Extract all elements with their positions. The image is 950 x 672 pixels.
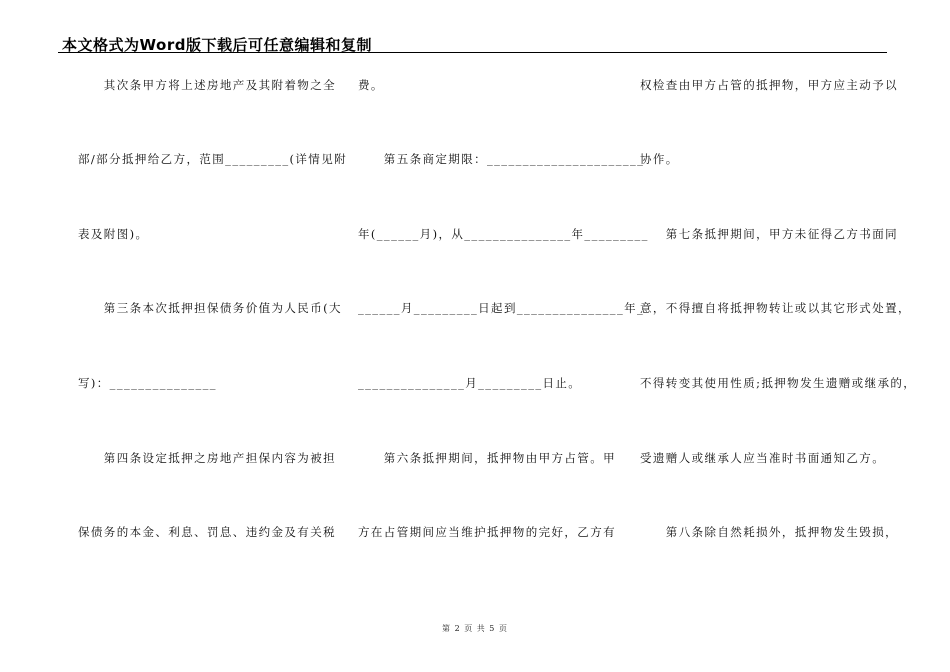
paragraph-line: 第六条抵押期间，抵押物由甲方占管。甲 bbox=[358, 451, 616, 465]
paragraph-line: 权检查由甲方占管的抵押物，甲方应主动予以 bbox=[640, 78, 898, 92]
paragraph-line: 表及附图)。 bbox=[78, 227, 149, 241]
paragraph-line: 部/部分抵押给乙方，范围_________(详情见附 bbox=[78, 152, 348, 166]
paragraph-line: 其次条甲方将上述房地产及其附着物之全 bbox=[78, 78, 336, 92]
paragraph-line: 第八条除自然耗损外，抵押物发生毁损， bbox=[640, 525, 898, 539]
paragraph-line: 费。 bbox=[358, 78, 384, 92]
document-header-title: 本文格式为Word版下载后可任意编辑和复制 bbox=[62, 36, 372, 54]
paragraph-line: 年(______月)，从_______________年_________ bbox=[358, 227, 649, 241]
paragraph-line: ______月_________日起到_______________年_ bbox=[358, 301, 645, 315]
paragraph-line: 第七条抵押期间，甲方未征得乙方书面同 bbox=[640, 227, 898, 241]
paragraph-line: 第五条商定期限：______________________ bbox=[358, 152, 645, 166]
paragraph-line: 方在占管期间应当维护抵押物的完好，乙方有 bbox=[358, 525, 616, 539]
paragraph-line: 不得转变其使用性质;抵押物发生遗赠或继承的， bbox=[640, 376, 917, 390]
paragraph-line: _______________月_________日止。 bbox=[358, 376, 582, 390]
paragraph-line: 第四条设定抵押之房地产担保内容为被担 bbox=[78, 451, 336, 465]
paragraph-line: 写)：_______________ bbox=[78, 376, 217, 390]
page-number: 第 2 页 共 5 页 bbox=[442, 624, 508, 633]
paragraph-line: 意，不得擅自将抵押物转让或以其它形式处置， bbox=[640, 301, 911, 315]
paragraph-line: 第三条本次抵押担保债务价值为人民币(大 bbox=[78, 301, 342, 315]
paragraph-line: 受遗赠人或继承人应当准时书面通知乙方。 bbox=[640, 451, 886, 465]
header-divider bbox=[58, 52, 887, 53]
paragraph-line: 协作。 bbox=[640, 152, 679, 166]
paragraph-line: 保债务的本金、利息、罚息、违约金及有关税 bbox=[78, 525, 336, 539]
